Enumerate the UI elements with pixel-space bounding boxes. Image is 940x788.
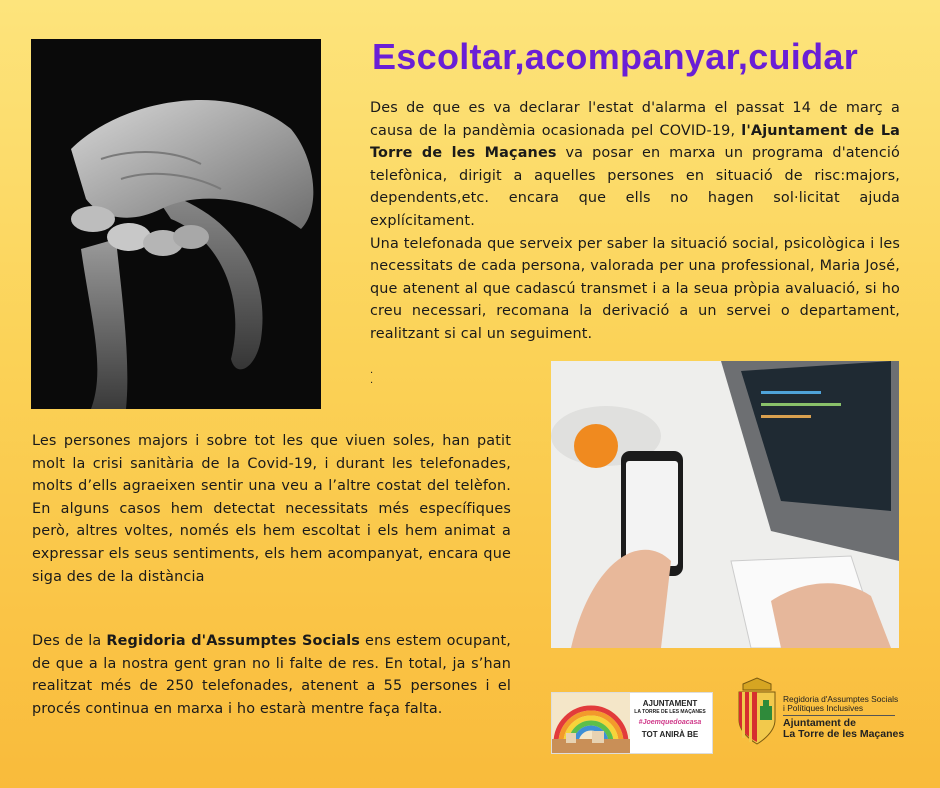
campaign-badge	[551, 692, 713, 754]
logo-divider	[783, 715, 895, 716]
badge-line1: AJUNTAMENT	[642, 699, 698, 708]
badge-slogan: TOT ANIRÀ BE	[641, 730, 699, 739]
page-title: Escoltar,acompanyar,cuidar	[372, 36, 859, 77]
logo-line4: La Torre de les Maçanes	[783, 728, 905, 740]
intro-lead: Des de que es va declarar l'estat d'alarma el passat 14 de març a causa de la pandèmia ocasionada pel COVID-19,	[370, 100, 900, 139]
closing-lead: Des de la	[32, 633, 107, 649]
closing-rest: ens estem ocupant, de que a la nostra gent gran no li falte de res. En total, ja s’han realitzat més de 250 telefonades, atenent a 55 persones i el procés continua en marxa i ho estarà mentre faça falta.	[32, 633, 511, 717]
intro-rest: va posar en marxa un programa d'atenció telefònica, dirigit a aquelles persones en situació de risc:majors, dependents,etc. encara que ells no hagen sol·licitat ajuda explícitament.	[370, 145, 900, 229]
coat-of-arms-icon	[735, 676, 779, 748]
logo-text	[783, 695, 905, 740]
intro-second: Una telefonada que serveix per saber la situació social, psicològica i les necessitats de cada persona, valorada per una professional, Maria José, que atenent al que cadascú transmet i a la seua pròpia avaluació, si ho creu necessari, recomana la derivació a un servei o departament, realitzant si cal un seguiment.	[370, 235, 900, 342]
closing-paragraph	[32, 630, 511, 720]
badge-text	[630, 699, 710, 739]
intro-org: l'Ajuntament de La Torre de les Maçanes	[370, 122, 900, 162]
town-council-logo	[735, 676, 905, 748]
elderly-hands-photo	[31, 39, 321, 409]
logo-line2: i Polítiques Inclusives	[783, 703, 864, 713]
dot-markers	[370, 366, 373, 386]
badge-line2: LA TORRE DE LES MAÇANES	[634, 709, 706, 715]
rainbow-icon	[552, 693, 630, 753]
logo-line1: Regidoria d'Assumptes Socials	[783, 694, 899, 704]
badge-hashtag: #Joemquedoacasa	[638, 719, 702, 726]
phone-call-photo	[551, 361, 899, 648]
dot-2: .	[370, 375, 374, 386]
middle-paragraph: Les persones majors i sobre tot les que viuen soles, han patit molt la crisi sanitària de la Covid-19, i durant les telefonades, molts d’ells agraeixen sentir una veu a l’altre costat del telèfon. En alguns casos hem detectat necessitats més específiques però, altres voltes, només els hem escoltat i els hem animat a expressar els seus sentiments, els hem acompanyat, encara que siga des de la distància	[32, 433, 511, 585]
logo-line3: Ajuntament de	[783, 717, 856, 729]
intro-paragraph	[370, 97, 900, 346]
dot-1: .	[370, 365, 374, 376]
closing-org: Regidoria d'Assumptes Socials	[106, 633, 361, 649]
